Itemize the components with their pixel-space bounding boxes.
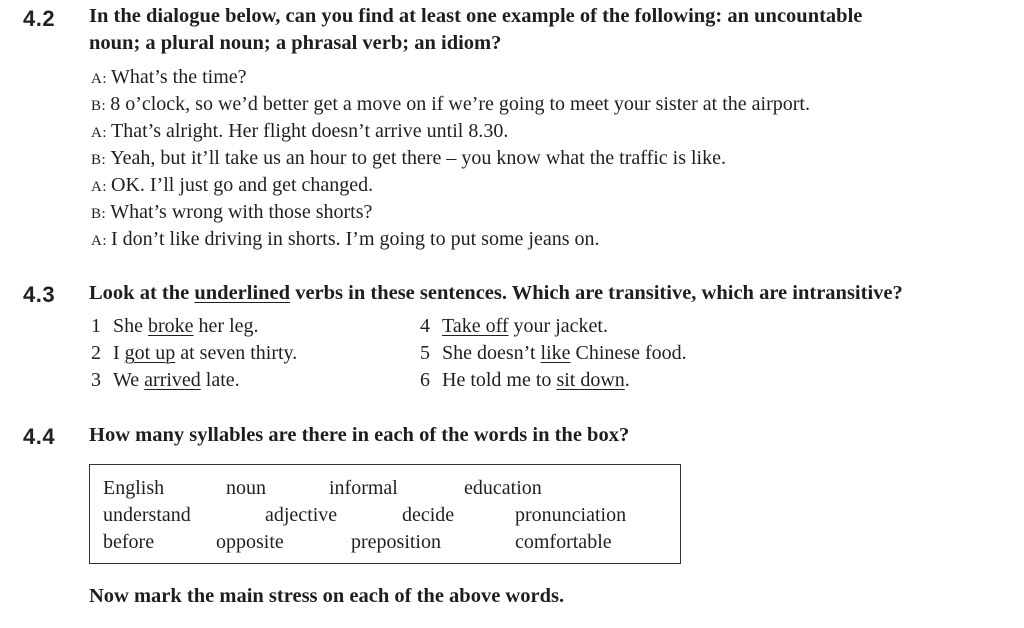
speaker-label: A: <box>91 179 107 195</box>
box-word: pronunciation <box>515 504 627 526</box>
box-word: preposition <box>351 531 441 553</box>
dialogue-text: I don’t like driving in shorts. I’m going to put some jeans on. <box>111 228 600 250</box>
speaker-label: B: <box>91 98 107 114</box>
sentence-item <box>91 340 297 367</box>
sentence-item <box>91 313 259 340</box>
item-text: her leg. <box>193 315 259 337</box>
box-word: understand <box>103 504 191 526</box>
box-word: adjective <box>265 504 338 526</box>
dialogue-line <box>91 118 508 147</box>
speaker-label: A: <box>91 125 107 141</box>
underlined-verb: arrived <box>144 369 201 391</box>
instruction-line: noun; a plural noun; a phrasal verb; an idiom? <box>89 32 502 54</box>
item-text: your jacket. <box>508 315 608 337</box>
instruction-line: In the dialogue below, can you find at least one example of the following: an uncountable <box>89 5 863 27</box>
item-text: Chinese food. <box>570 342 687 364</box>
exercise-4-2-instruction <box>89 3 862 57</box>
speaker-label: B: <box>91 152 107 168</box>
speaker-label: A: <box>91 233 107 249</box>
underlined-verb: got up <box>124 342 176 364</box>
instruction-underlined-word: underlined <box>194 282 291 304</box>
dialogue-text: OK. I’ll just go and get changed. <box>111 174 374 196</box>
exercise-4-3-number: 4.3 <box>23 282 56 307</box>
dialogue-line <box>91 226 599 255</box>
dialogue-text: 8 o’clock, so we’d better get a move on if we’re going to meet your sister at the airport. <box>110 93 810 115</box>
box-word: decide <box>402 504 455 526</box>
dialogue-line <box>91 145 726 174</box>
box-word: noun <box>226 477 266 499</box>
item-number: 5 <box>420 342 430 364</box>
dialogue-line <box>91 91 810 120</box>
item-text: I <box>113 342 125 364</box>
item-number: 1 <box>91 315 101 337</box>
item-text: She <box>113 315 148 337</box>
speaker-label: A: <box>91 71 107 87</box>
instruction-text: verbs in these sentences. Which are transitive, which are intransitive? <box>290 282 903 304</box>
dialogue-text: Yeah, but it’ll take us an hour to get there – you know what the traffic is like. <box>110 147 726 169</box>
speaker-label: B: <box>91 206 107 222</box>
item-text: He told me to <box>442 369 557 391</box>
exercise-4-2-number: 4.2 <box>23 6 56 31</box>
box-word: before <box>103 531 155 553</box>
sentence-item <box>420 313 608 340</box>
exercise-4-3-instruction <box>89 280 903 307</box>
dialogue-text: What’s wrong with those shorts? <box>110 201 373 223</box>
underlined-verb: sit down <box>556 369 625 391</box>
item-text: . <box>624 369 630 391</box>
item-number: 4 <box>420 315 430 337</box>
box-word: comfortable <box>515 531 612 553</box>
item-text: at seven thirty. <box>175 342 298 364</box>
stress-instruction: Now mark the main stress on each of the above words. <box>89 585 565 607</box>
exercise-4-4-number: 4.4 <box>23 424 56 449</box>
box-word: English <box>103 477 165 499</box>
item-text: We <box>113 369 145 391</box>
sentence-item <box>91 367 240 394</box>
item-number: 6 <box>420 369 430 391</box>
word-box <box>89 464 681 564</box>
sentence-item <box>420 340 687 367</box>
exercise-4-4-instruction: How many syllables are there in each of the words in the box? <box>89 424 630 446</box>
underlined-verb: broke <box>148 315 194 337</box>
dialogue-line <box>91 64 247 93</box>
dialogue-line <box>91 172 373 201</box>
item-text: She doesn’t <box>442 342 541 364</box>
item-number: 3 <box>91 369 101 391</box>
underlined-verb: like <box>540 342 571 364</box>
box-word: opposite <box>216 531 284 553</box>
box-word: education <box>464 477 542 499</box>
sentence-item <box>420 367 630 394</box>
dialogue-text: That’s alright. Her flight doesn’t arrive until 8.30. <box>111 120 509 142</box>
instruction-text: Look at the <box>89 282 195 304</box>
dialogue-line <box>91 199 372 228</box>
underlined-verb: Take off <box>442 315 509 337</box>
dialogue-text: What’s the time? <box>111 66 247 88</box>
item-text: late. <box>200 369 240 391</box>
item-number: 2 <box>91 342 101 364</box>
box-word: informal <box>329 477 398 499</box>
